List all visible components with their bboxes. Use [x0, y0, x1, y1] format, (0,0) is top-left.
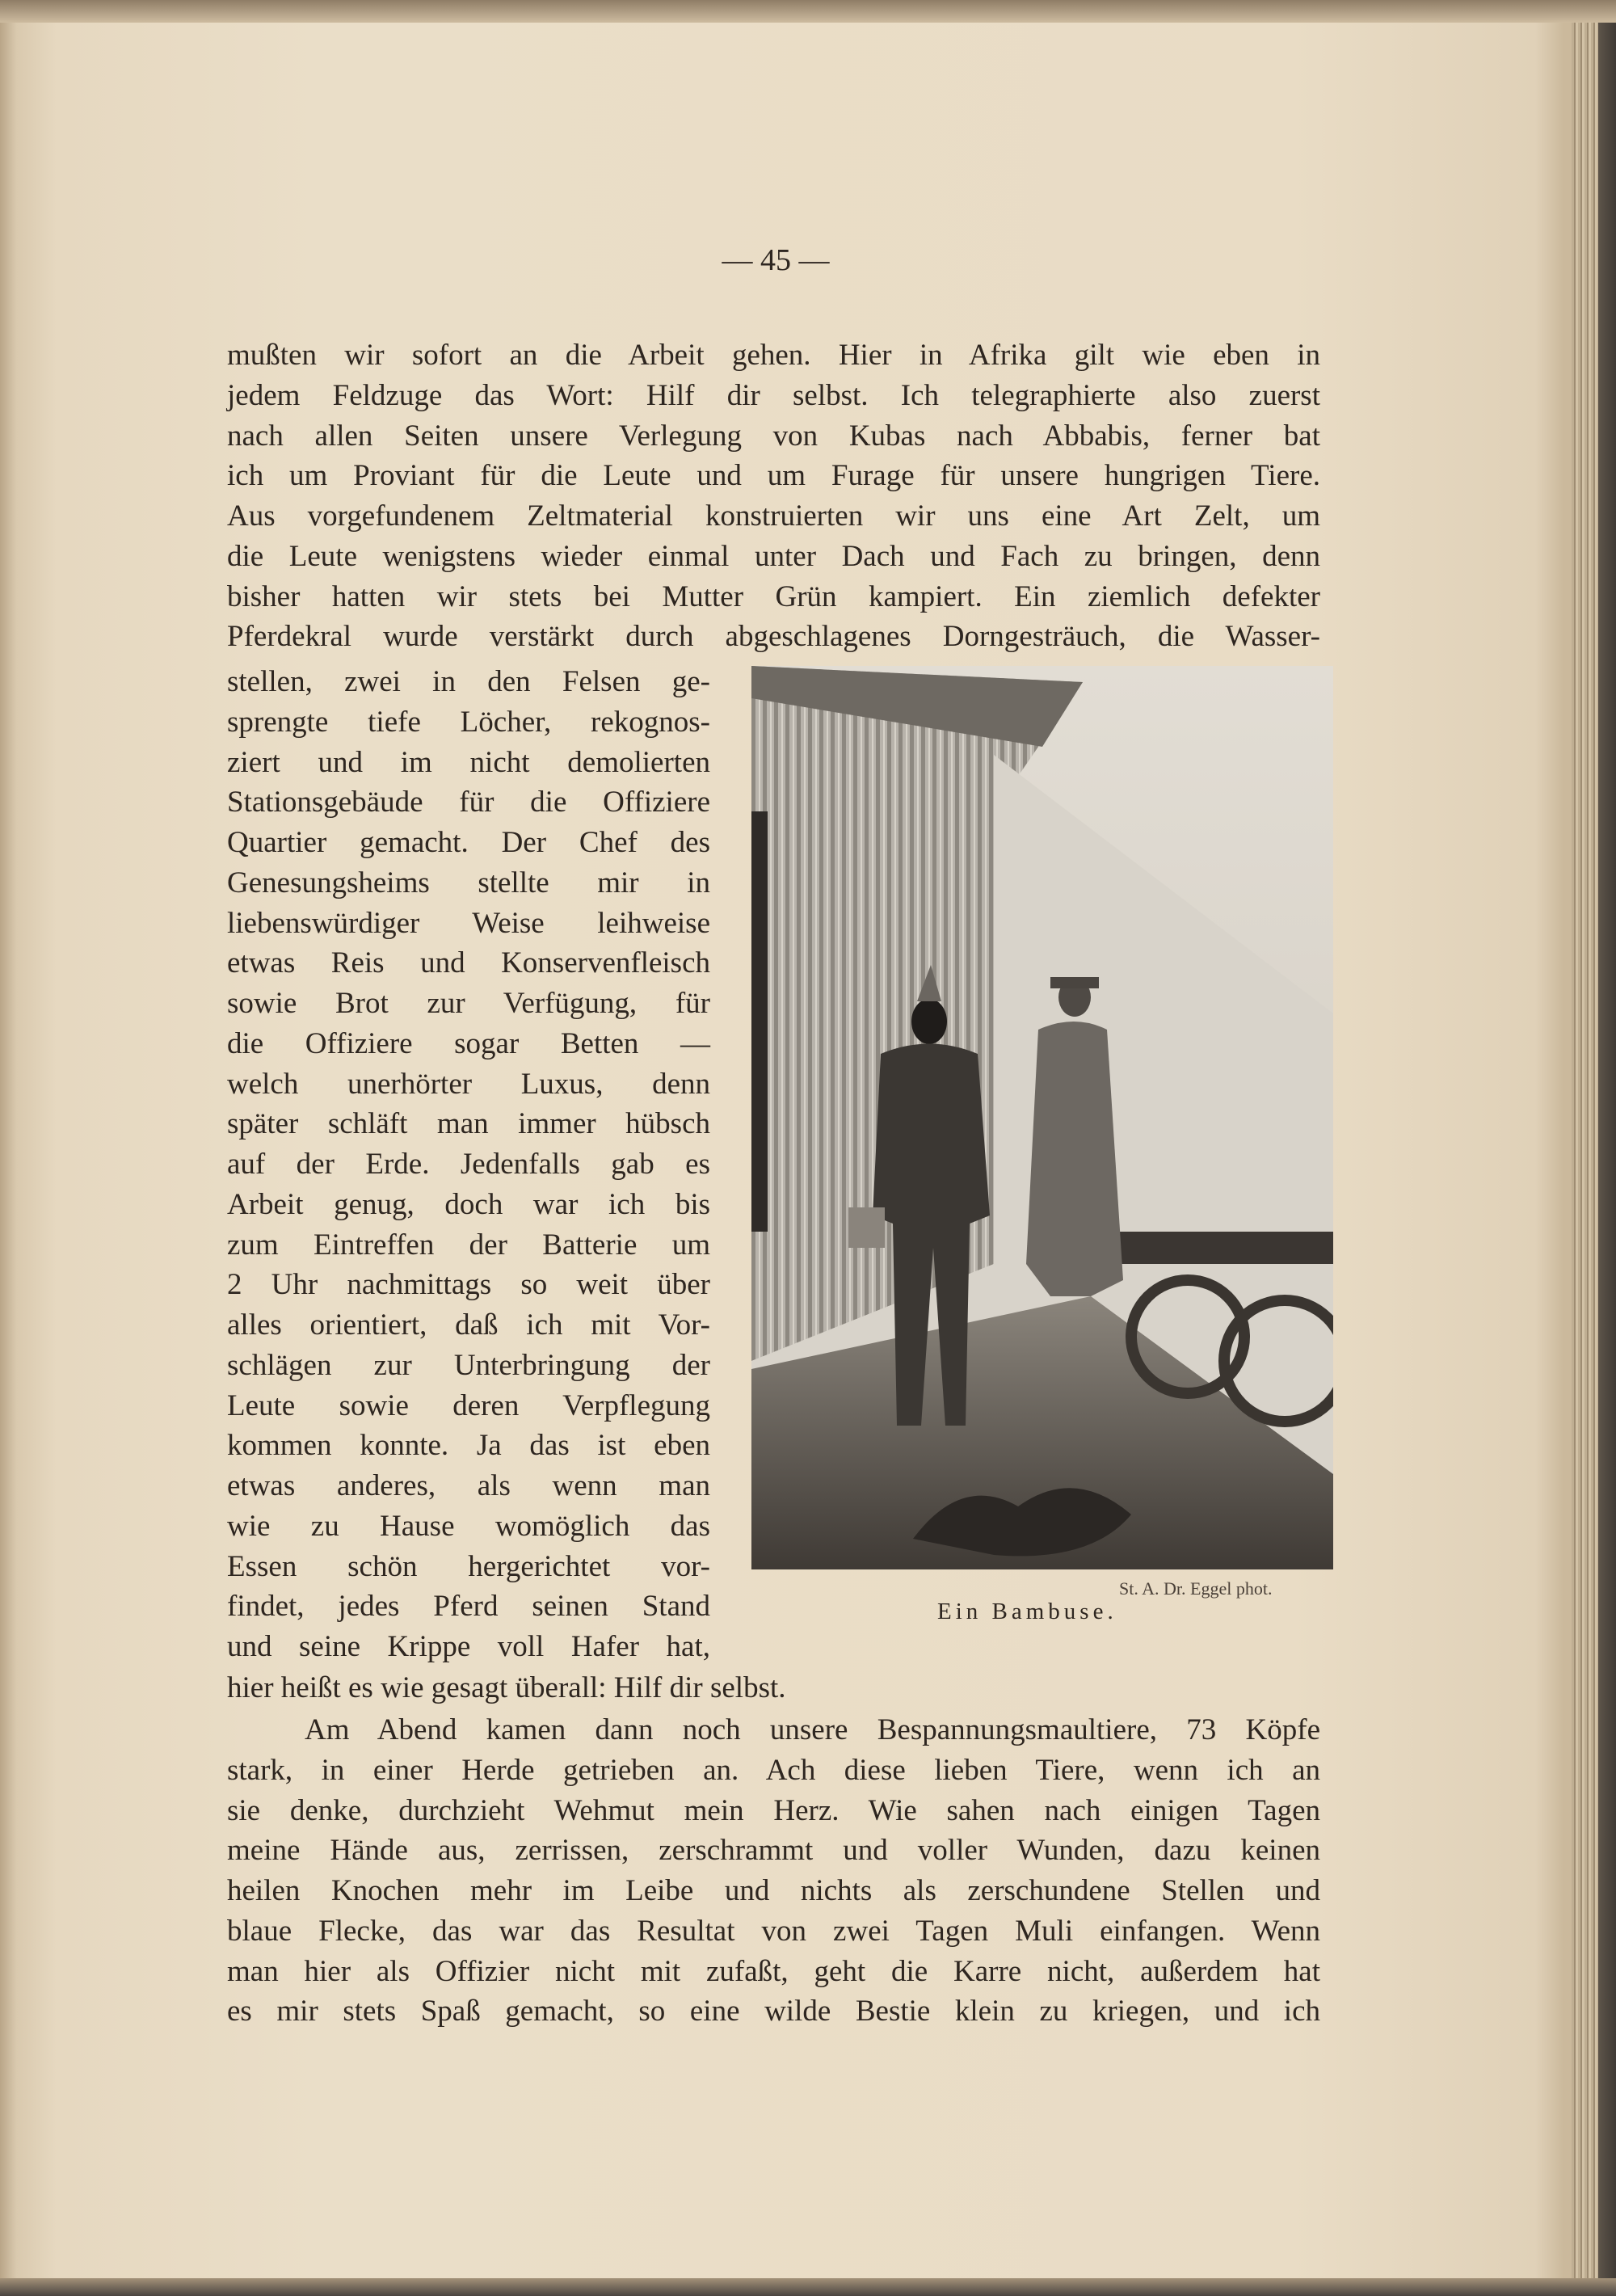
- text-line: Aus vorgefundenem Zeltmaterial konstruierten wir uns eine Art Zelt, um: [227, 499, 1320, 533]
- text-line: jedem Feldzuge das Wort: Hilf dir selbst. Ich telegraphierte also zuerst: [227, 378, 1320, 412]
- page-number: — 45 —: [722, 243, 830, 277]
- text-line: nach allen Seiten unsere Verlegung von Kubas nach Abbabis, ferner bat: [227, 419, 1320, 453]
- text-line: Stationsgebäude für die Offiziere: [227, 786, 710, 819]
- text-line: findet, jedes Pferd seinen Stand: [227, 1590, 710, 1624]
- text-line: Pferdekral wurde verstärkt durch abgeschlagenes Dorngesträuch, die Wasser-: [227, 620, 1320, 654]
- page-bottom-edge: [0, 2278, 1616, 2296]
- text-line: Leute sowie deren Verpflegung: [227, 1388, 710, 1422]
- text-line: stellen, zwei in den Felsen ge-: [227, 665, 710, 698]
- text-line: bisher hatten wir stets bei Mutter Grün kampiert. Ein ziemlich defekter: [227, 579, 1320, 613]
- text-line: auf der Erde. Jedenfalls gab es: [227, 1148, 710, 1181]
- text-line: zum Eintreffen der Batterie um: [227, 1228, 710, 1262]
- text-line: man hier als Offizier nicht mit zufaßt, geht die Karre nicht, außerdem hat: [227, 1954, 1320, 1988]
- text-line: die Offiziere sogar Betten —: [227, 1026, 710, 1060]
- text-line: sowie Brot zur Verfügung, für: [227, 987, 710, 1020]
- text-line: Arbeit genug, doch war ich bis: [227, 1187, 710, 1221]
- text-line: Quartier gemacht. Der Chef des: [227, 826, 710, 859]
- text-line: sie denke, durchzieht Wehmut mein Herz. Wie sahen nach einigen Tagen: [227, 1793, 1320, 1827]
- text-line: meine Hände aus, zerrissen, zerschrammt und voller Wunden, dazu keinen: [227, 1834, 1320, 1868]
- text-line: welch unerhörter Luxus, denn: [227, 1067, 710, 1101]
- text-line: alles orientiert, daß ich mit Vor-: [227, 1308, 710, 1342]
- text-line: stark, in einer Herde getrieben an. Ach diese lieben Tiere, wenn ich an: [227, 1753, 1320, 1787]
- text-line: kommen konnte. Ja das ist eben: [227, 1429, 710, 1463]
- text-line: Am Abend kamen dann noch unsere Bespannungsmaultiere, 73 Köpfe: [305, 1713, 1320, 1746]
- text-line: sprengte tiefe Löcher, rekognos-: [227, 705, 710, 739]
- text-line: später schläft man immer hübsch: [227, 1107, 710, 1141]
- cart: [1091, 1232, 1333, 1264]
- text-line: Genesungsheims stellte mir in: [227, 866, 710, 899]
- text-line: liebenswürdiger Weise leihweise: [227, 906, 710, 940]
- text-line: etwas Reis und Konservenfleisch: [227, 946, 710, 980]
- text-line: 2 Uhr nachmittags so weit über: [227, 1268, 710, 1302]
- text-line: blaue Flecke, das war das Resultat von zwei Tagen Muli einfangen. Wenn: [227, 1914, 1320, 1948]
- text-line: wie zu Hause womöglich das: [227, 1509, 710, 1543]
- page-top-edge: [0, 0, 1616, 23]
- figure-caption: Ein Bambuse.: [937, 1599, 1117, 1624]
- text-line: die Leute wenigstens wieder einmal unter Dach und Fach zu bringen, denn: [227, 539, 1320, 573]
- book-binding-edge: [1572, 23, 1616, 2296]
- text-line: und seine Krippe voll Hafer hat,: [227, 1630, 710, 1663]
- text-line: ziert und im nicht demolierten: [227, 745, 710, 779]
- photograph-figure: [751, 666, 1333, 1569]
- text-line: hier heißt es wie gesagt überall: Hilf dir selbst.: [227, 1671, 786, 1704]
- text-line: heilen Knochen mehr im Leibe und nichts als zerschundene Stellen und: [227, 1874, 1320, 1907]
- text-line: Essen schön hergerichtet vor-: [227, 1549, 710, 1583]
- text-line: schlägen zur Unterbringung der: [227, 1348, 710, 1382]
- text-line: es mir stets Spaß gemacht, so eine wilde Bestie klein zu kriegen, und ich: [227, 1995, 1320, 2028]
- text-line: mußten wir sofort an die Arbeit gehen. Hier in Afrika gilt wie eben in: [227, 339, 1320, 372]
- text-line: ich um Proviant für die Leute und um Furage für unsere hungrigen Tiere.: [227, 459, 1320, 493]
- text-line: etwas anderes, als wenn man: [227, 1469, 710, 1502]
- photo-credit: St. A. Dr. Eggel phot.: [1119, 1578, 1273, 1599]
